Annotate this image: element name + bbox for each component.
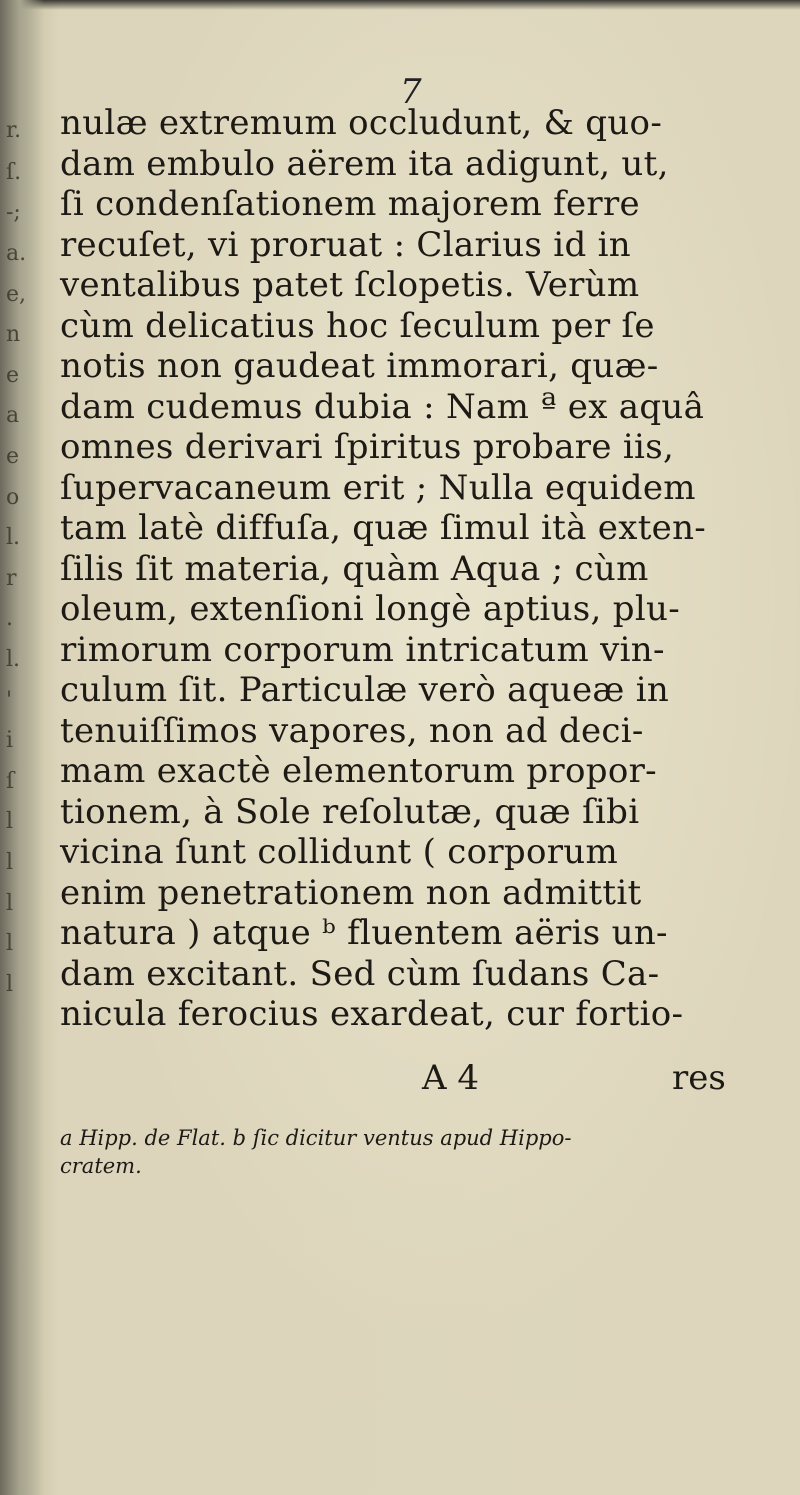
margin-mark: n <box>6 322 21 347</box>
signature-mark: A 4 <box>422 1058 479 1098</box>
body-text <box>60 103 800 1035</box>
margin-mark: r. <box>6 118 22 143</box>
text-line: dam embulo aërem ita adigunt, ut, <box>60 143 669 184</box>
text-line: tenuiſſimos vapores, non ad deci- <box>60 710 644 751</box>
left-gutter <box>0 0 44 1495</box>
margin-mark: e, <box>6 282 27 307</box>
text-line: enim penetrationem non admittit <box>60 872 642 913</box>
footnote-line: a Hipp. de Flat. b ſic dicitur ventus apud Hippo- <box>60 1126 572 1150</box>
margin-mark: ſ. <box>6 160 22 185</box>
margin-mark: l <box>6 850 14 875</box>
text-line: notis non gaudeat immorari, quæ- <box>60 346 659 386</box>
text-line: ventalibus patet ſclopetis. Verùm <box>60 265 640 305</box>
text-line: ſi condenſationem majorem ferre <box>60 184 640 224</box>
text-line: dam excitant. Sed cùm ſudans Ca- <box>60 953 660 994</box>
text-line: tam latè diffuſa, quæ ſimul ità exten- <box>60 508 707 548</box>
text-line: nulæ extremum occludunt, & quo- <box>60 103 663 143</box>
margin-mark: -; <box>6 200 21 225</box>
margin-mark: a. <box>6 241 27 266</box>
margin-mark: i <box>6 728 14 753</box>
text-line: vicina ſunt collidunt ( corporum <box>60 832 619 872</box>
margin-mark: l <box>6 891 14 916</box>
margin-mark: ' <box>6 688 13 713</box>
text-line: recuſet, vi proruat : Clarius id in <box>60 224 631 265</box>
text-line: mam exactè elementorum propor- <box>60 751 657 791</box>
catchline <box>60 1058 760 1098</box>
text-line: rimorum corporum intricatum vin- <box>60 629 665 670</box>
text-line: nicula ferocius exardeat, cur fortio- <box>60 994 684 1034</box>
text-line: dam cudemus dubia : Nam ª ex aquâ <box>60 386 705 427</box>
margin-mark: e <box>6 444 20 469</box>
text-line: tionem, à Sole reſolutæ, quæ ſibi <box>60 791 640 832</box>
text-line: omnes derivari ſpiritus probare iis, <box>60 427 675 467</box>
text-line: ſupervacaneum erit ; Nulla equidem <box>60 467 696 508</box>
margin-mark: l <box>6 809 14 834</box>
footnote-line: cratem. <box>60 1154 142 1178</box>
catchword: res <box>672 1058 726 1098</box>
text-line: ſilis ſit materia, quàm Aqua ; cùm <box>60 548 649 589</box>
margin-mark: ſ <box>6 769 15 794</box>
footnotes <box>60 1124 780 1180</box>
margin-mark: o <box>6 485 20 510</box>
margin-mark: a <box>6 403 20 428</box>
page-number: 7 <box>400 72 422 112</box>
text-line: culum ſit. Particulæ verò aqueæ in <box>60 670 670 710</box>
margin-mark: e <box>6 363 20 388</box>
margin-mark: . <box>6 606 13 631</box>
margin-mark: l <box>6 972 14 997</box>
margin-mark: r <box>6 566 17 591</box>
text-line: cùm delicatius hoc ſeculum per ſe <box>60 305 655 346</box>
margin-mark: l. <box>6 647 21 672</box>
text-line: natura ) atque ᵇ fluentem aëris un- <box>60 913 668 953</box>
page-top-edge <box>0 0 800 10</box>
text-line: oleum, extenſioni longè aptius, plu- <box>60 589 680 629</box>
margin-mark: l. <box>6 525 21 550</box>
margin-mark: l <box>6 931 14 956</box>
